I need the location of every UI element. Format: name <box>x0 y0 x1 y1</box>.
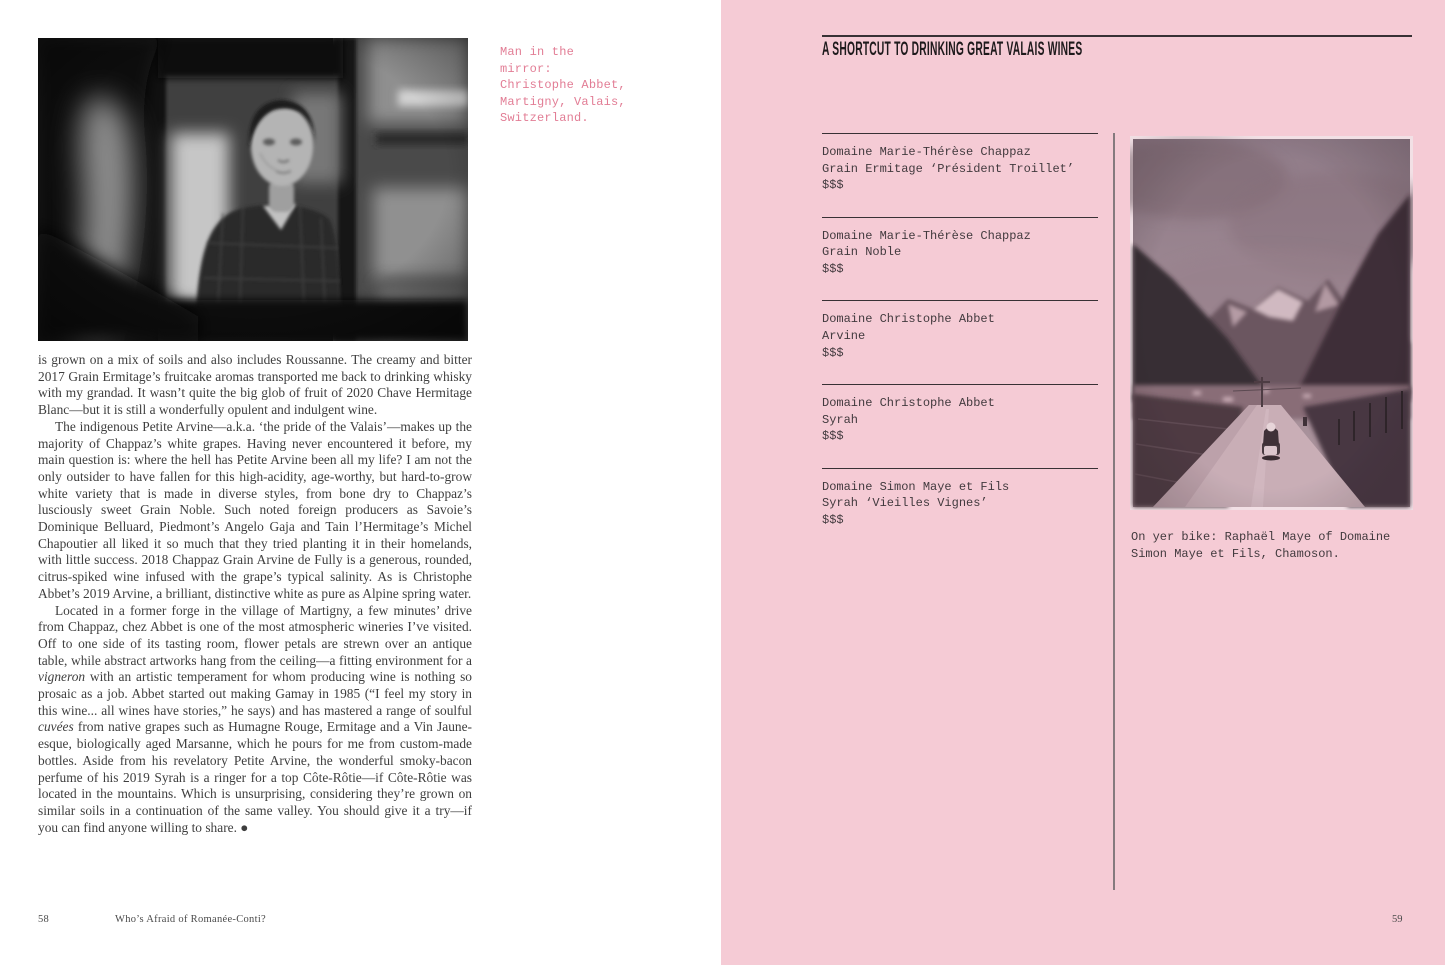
wine-producer: Domaine Marie-Thérèse Chappaz <box>822 145 1031 159</box>
article-paragraph: is grown on a mix of soils and also includes Roussanne. The creamy and bitter 2017 Grain Ermitage’s fruitcake aromas transported me back to drinking whisky with my grandad. It wasn’t quite the big glob of fruit of 2020 Chave Hermitage Blanc—but it is still a wonderfully opulent and indulgent wine. <box>38 352 472 418</box>
wine-name: Arvine <box>822 328 866 343</box>
article-paragraph: Located in a former forge in the village of Martigny, a few minutes’ drive from Chappaz, chez Abbet is one of the most atmospheric wineries I’ve visited. Off to one side of its tasting room, flower petals are strewn over an antique table, while abstract artworks hang from the ceiling—a fitting environment for a vigneron with an artistic temperament for whom producing wine is nothing so prosaic as a job. Abbet started out making Gamay in 1985 (“I feel my story in this wine... all wines have stories,” he says) and has mastered a range of soulful cuvées from native grapes such as Humagne Rouge, Ermitage and a Vin Jaune-esque, biologically aged Marsanne, which he pours for me from custom-made bottles. Aside from his revelatory Petite Arvine, the wonderful smoky-bacon perfume of his 2019 Syrah is a ringer for a top Côte-Rôtie—if Côte-Rôtie was located in the mountains. Which is unsurprising, considering they’re grown on similar soils in a continuation of the same valley. You should give it a try—if you can find anyone willing to share. ● <box>38 602 472 835</box>
right-page-footer <box>721 914 1445 934</box>
wine-entry <box>822 384 1098 468</box>
wine-name: Syrah <box>822 412 859 427</box>
wine-list <box>822 133 1098 551</box>
scooter-photo-image <box>1130 136 1413 510</box>
right-page <box>721 0 1445 965</box>
wine-producer: Domaine Christophe Abbet <box>822 312 995 327</box>
wine-name: Grain Noble <box>822 245 902 260</box>
article-body <box>38 352 472 836</box>
wine-entry <box>822 468 1098 552</box>
page-number-right: 59 <box>1392 914 1403 925</box>
wine-producer: Domaine Marie-Thérèse Chappaz <box>822 228 1031 243</box>
wine-price: $$$ <box>822 261 844 276</box>
wine-producer: Domaine Simon Maye et Fils <box>822 479 1010 494</box>
section-header-rule <box>822 35 1412 37</box>
wine-entry <box>822 133 1098 217</box>
scooter-photo <box>1130 136 1413 510</box>
page-number-left: 58 <box>38 914 50 925</box>
book-title: Who’s Afraid of Romanée-Conti? <box>115 914 267 925</box>
portrait-photo-image <box>38 38 468 341</box>
left-page <box>0 0 721 965</box>
wine-price: $$$ <box>822 429 844 444</box>
portrait-photo-caption: Man in the mirror: Christophe Abbet, Martigny, Valais, Switzerland. <box>500 45 626 125</box>
article-paragraph: The indigenous Petite Arvine—a.k.a. ‘the pride of the Valais’—makes up the majority of Chappaz’s white grapes. Having never encountered it before, my main question is: where the hell has Petite Arvine been all my life? I am not the only outsider to have fallen for this high-acidity, age-worthy, but hard-to-grow white variety that is made in diverse styles, from bone dry to Chappaz’s lusciously sweet Grain Noble. Such noted foreign producers as Savoie’s Dominique Belluard, Piedmont’s Angelo Gaja and Tain l’Hermitage’s Michel Chapoutier all liked it so much that they tried planting it in their homelands, with little success. 2018 Chappaz Grain Arvine de Fully is a generous, rounded, citrus-spiked wine infused with the grape’s typical salinity. As is Christophe Abbet’s 2019 Arvine, a brilliant, distinctive white as pure as Alpine spring water. <box>38 418 472 601</box>
portrait-photo <box>38 38 468 341</box>
wine-price: $$$ <box>822 178 844 193</box>
wine-entry <box>822 300 1098 384</box>
column-divider <box>1113 133 1115 890</box>
wine-entry <box>822 217 1098 301</box>
scooter-photo-caption: On yer bike: Raphaël Maye of Domaine Simon Maye et Fils, Chamoson. <box>1131 530 1391 561</box>
wine-producer: Domaine Christophe Abbet <box>822 396 995 411</box>
wine-price: $$$ <box>822 345 844 360</box>
left-page-footer <box>0 914 721 934</box>
wine-price: $$$ <box>822 512 844 527</box>
section-header: A SHORTCUT TO DRINKING GREAT VALAIS WINES <box>822 39 1083 60</box>
wine-name: Syrah ‘Vieilles Vignes’ <box>822 496 988 511</box>
wine-name: Grain Ermitage ‘Président Troillet’ <box>822 161 1075 176</box>
